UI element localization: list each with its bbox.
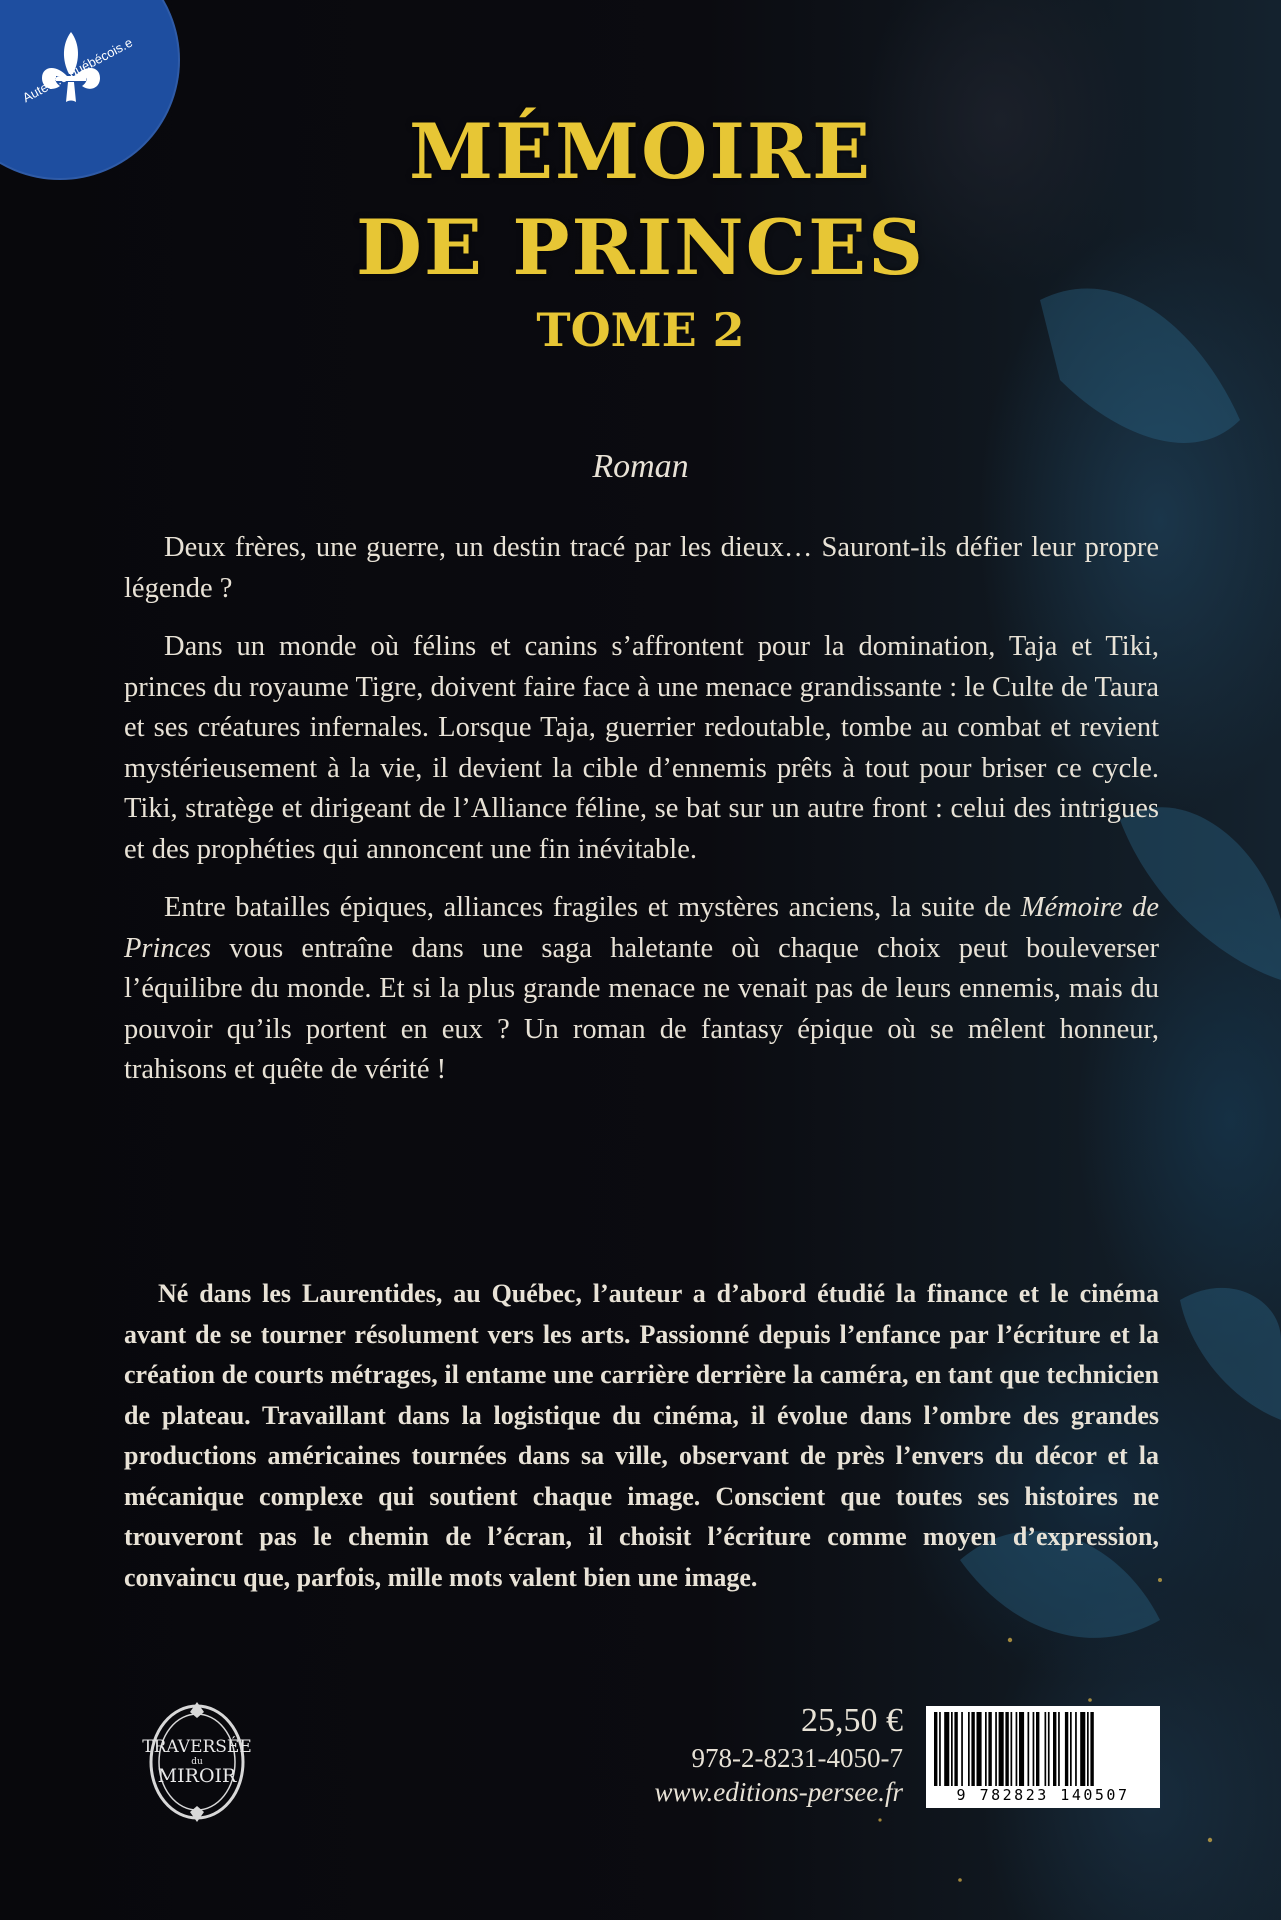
title-volume: TOME 2 — [536, 303, 745, 357]
publisher-website-link[interactable]: www.editions-persee.fr — [654, 1777, 903, 1807]
publisher-logo-line-2: du — [191, 1757, 203, 1767]
price-info — [655, 1701, 903, 1809]
barcode-digits: 9 782823 140507 — [956, 1786, 1130, 1804]
isbn-barcode — [926, 1706, 1160, 1808]
book-title — [0, 104, 1281, 360]
synopsis-p3-title: Mémoire de Princes — [124, 892, 1159, 964]
quebec-author-badge-label: Auteur.e québécois.e — [20, 34, 135, 106]
title-line-1: MÉMOIRE — [408, 107, 873, 196]
synopsis-p3-end: vous entraîne dans une saga haletante où chaque choix peut bouleverser l’équilibre du monde. Et si la plus grande menace ne venait pas de leurs ennemis, mais du pouvoir qu’ils portent en eux ? Un roman de fantasy épique où se mêlent honneur, trahisons et quête de vérité ! — [124, 932, 1159, 1085]
publisher-logo-line-1: TRAVERSÉE — [142, 1737, 252, 1757]
author-biography — [124, 1274, 1159, 1598]
synopsis-paragraph-2: Dans un monde où félins et canins s’affrontent pour la domination, Taja et Tiki, princes du royaume Tigre, doivent faire face à une menace grandissante : le Culte de Taura et ses créatures infernales. Lorsque Taja, guerrier redoutable, tombe au combat et revient mystérieusement à la vie, il devient la cible d’ennemis prêts à tout pour briser ce cycle. Tiki, stratège et dirigeant de l’Alliance féline, se bat sur un autre front : celui des intrigues et des prophéties qui annoncent une fin inévitable. — [124, 631, 1159, 865]
author-biography-text: Né dans les Laurentides, au Québec, l’auteur a d’abord étudié la finance et le cinéma avant de se tourner résolument vers les arts. Passionné depuis l’enfance par l’écriture et la création de courts métrages, il entame une carrière derrière la caméra, en tant que technicien de plateau. Travaillant dans la logistique du cinéma, il évolue dans l’ombre des grandes productions américaines tournées dans sa ville, observant de près l’envers du décor et la mécanique complexe qui soutient chaque image. Conscient que toutes ses histoires ne trouveront pas le chemin de l’écran, il choisit l’écriture comme moyen d’expression, convaincu que, parfois, mille mots valent bien une image. — [124, 1279, 1159, 1592]
traversee-du-miroir-logo — [132, 1700, 262, 1824]
price: 25,50 € — [801, 1702, 903, 1739]
synopsis-paragraph-1: Deux frères, une guerre, un destin tracé par les dieux… Sauront-ils défier leur propre légende ? — [124, 532, 1159, 604]
synopsis — [124, 528, 1159, 1109]
isbn: 978-2-8231-4050-7 — [691, 1743, 903, 1773]
synopsis-p3-start: Entre batailles épiques, alliances fragiles et mystères anciens, la suite de — [164, 892, 1021, 923]
synopsis-paragraph-3 — [124, 888, 1159, 1091]
publisher-logo-line-3: MIROIR — [157, 1765, 237, 1787]
title-line-2: DE PRINCES — [356, 203, 925, 292]
genre-label: Roman — [592, 448, 689, 485]
barcode-icon — [932, 1712, 1154, 1786]
